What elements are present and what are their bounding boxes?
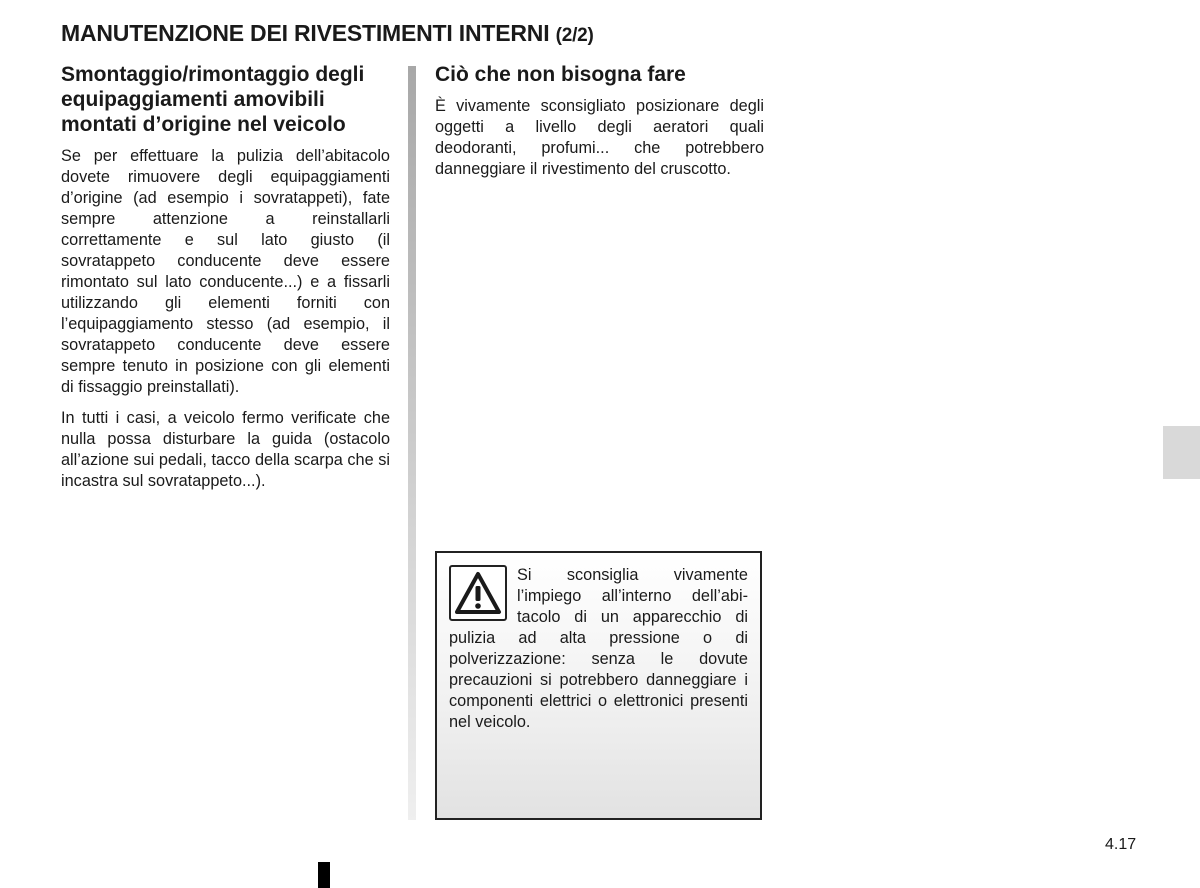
page-title-text: MANUTENZIONE DEI RIVESTIMENTI INTERNI <box>61 20 550 46</box>
page-title <box>61 20 594 47</box>
binding-mark <box>318 862 330 888</box>
column-divider <box>408 66 416 820</box>
warning-triangle-icon <box>449 565 507 621</box>
warning-text: Si sconsiglia vivamente l’impiego all’interno dell’abitacolo di un apparecchio di pulizia ad alta pressione o di polverizzazione: senza le dovute precauzioni si potrebbero danneggiare i componenti elettrici o elettronici presenti nel veicolo. <box>449 566 748 731</box>
paragraph-donts: È vivamente sconsigliato posizionare degli oggetti a livello degli aeratori quali deodoranti, profumi... che potrebbero danneggiare il rivestimento del cruscotto. <box>435 97 764 178</box>
paragraph-removal-2: In tutti i casi, a veicolo fermo verificate che nulla possa disturbare la guida (ostacolo all’azione sui pedali, tacco della scarpa che si incastra sul sovratappeto...). <box>61 409 390 490</box>
page-number: 4.17 <box>1105 836 1137 853</box>
paragraph-removal-1: Se per effettuare la pulizia dell’abitacolo dovete rimuovere degli equipaggiamenti d’origine (ad esempio i sovratappeti), fate sempre attenzione a reinstallarli correttamente e sul lato giusto (il sovratappeto conducente deve essere rimontato sul lato conducente...) e a fissarli utilizzando gli elementi forniti con l’equipaggiamento stesso (ad esempio, il sovratappeto conducente deve essere sempre tenuto in posizione con gli elementi di fissaggio preinstallati). <box>61 147 390 396</box>
right-column <box>435 62 764 190</box>
section-heading-donts: Ciò che non bisogna fare <box>435 63 686 86</box>
chapter-tab <box>1163 426 1200 479</box>
warning-box <box>435 551 762 820</box>
section-heading-removal: Smontaggio/rimontaggio degli equipaggiamenti amovibili montati d’origine nel veicolo <box>61 63 365 136</box>
left-column <box>61 62 390 502</box>
page-title-part: (2/2) <box>555 25 594 46</box>
